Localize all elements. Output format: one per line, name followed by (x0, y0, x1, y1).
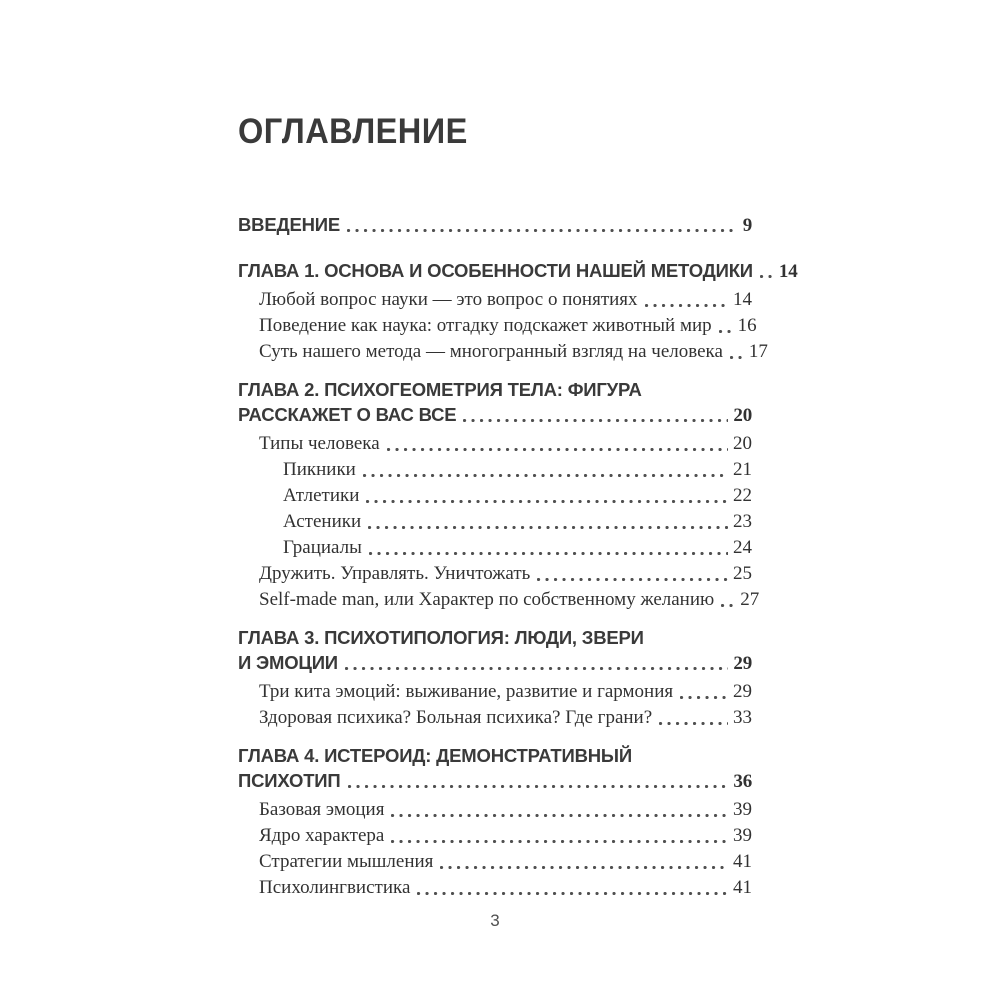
toc-list (238, 212, 798, 901)
toc-entry-line: ГЛАВА 2. ПСИХОГЕОМЕТРИЯ ТЕЛА: ФИГУРА (238, 379, 642, 400)
toc-entry-row (238, 768, 752, 794)
toc-entry-row (259, 823, 752, 849)
toc-entry (238, 849, 752, 875)
toc-entry-row (283, 535, 752, 561)
toc-entry-line: ГЛАВА 4. ИСТЕРОИД: ДЕМОНСТРАТИВНЫЙ (238, 745, 632, 766)
toc-entry-row (259, 875, 752, 901)
toc-entry-row (238, 212, 752, 238)
dot-leader (348, 768, 729, 794)
toc-entry-row (259, 705, 752, 731)
toc-entry-page-number: 41 (733, 877, 752, 898)
dot-leader (680, 679, 728, 705)
toc-entry-label: Здоровая психика? Больная психика? Где грани? (259, 707, 653, 728)
toc-chapter-entry (238, 743, 752, 794)
dot-leader (659, 705, 728, 731)
toc-entry (238, 587, 760, 613)
footer-page-number: 3 (490, 911, 500, 930)
toc-entry-row (259, 561, 752, 587)
toc-chapter-entry (238, 377, 752, 428)
dot-leader (721, 587, 735, 613)
dot-leader (719, 313, 733, 339)
dot-leader (366, 483, 728, 509)
toc-entry-label: ГЛАВА 1. ОСНОВА И ОСОБЕННОСТИ НАШЕЙ МЕТОДИКИ (238, 260, 753, 281)
toc-entry-label: Дружить. Управлять. Уничтожать (259, 563, 531, 584)
dot-leader (391, 823, 728, 849)
toc-entry-page-number: 17 (748, 341, 768, 362)
toc-entry-page-number: 25 (733, 563, 752, 584)
toc-entry-row (283, 483, 752, 509)
toc-entry-page-number: 9 (742, 215, 752, 236)
toc-entry-label: Суть нашего метода — многогранный взгляд на человека (259, 341, 723, 362)
toc-entry (238, 339, 768, 365)
page-title: ОГЛАВЛЕНИЕ (238, 112, 468, 151)
toc-chapter-entry (238, 625, 752, 676)
toc-entry-page-number: 39 (733, 799, 752, 820)
toc-entry-page-number: 27 (740, 589, 760, 610)
toc-entry (238, 313, 757, 339)
toc-entry-label: РАССКАЖЕТ О ВАС ВСЕ (238, 404, 457, 425)
dot-leader (369, 535, 728, 561)
toc-entry-page-number: 29 (733, 681, 752, 702)
toc-entry (238, 679, 752, 705)
toc-entry-row (259, 587, 760, 613)
toc-entry-page-number: 33 (733, 707, 752, 728)
dot-leader (645, 287, 728, 313)
toc-entry (238, 457, 752, 483)
toc-entry-row (238, 402, 752, 428)
toc-entry-page-number: 39 (733, 825, 752, 846)
toc-entry-page-number: 23 (733, 511, 752, 532)
toc-entry-label: Стратегии мышления (259, 851, 434, 872)
toc-entry-row (259, 287, 752, 313)
dot-leader (391, 797, 728, 823)
toc-entry-label: Психолингвистика (259, 877, 411, 898)
dot-leader (417, 875, 728, 901)
dot-leader (537, 561, 728, 587)
toc-entry-label: Поведение как наука: отгадку подскажет животный мир (259, 315, 712, 336)
toc-entry-label: Астеники (283, 511, 362, 532)
toc-entry-label: Атлетики (283, 485, 360, 506)
toc-entry-page-number: 41 (733, 851, 752, 872)
toc-chapter-entry (238, 212, 752, 238)
dot-leader (440, 849, 728, 875)
toc-entry-label: Три кита эмоций: выживание, развитие и гармония (259, 681, 674, 702)
dot-leader (363, 457, 728, 483)
toc-entry-page-number: 14 (778, 261, 798, 282)
toc-entry (238, 483, 752, 509)
toc-entry-row (238, 258, 798, 284)
toc-entry-label: Базовая эмоция (259, 799, 385, 820)
toc-entry-row (259, 797, 752, 823)
toc-entry (238, 535, 752, 561)
toc-entry (238, 431, 752, 457)
toc-entry-label: Пикники (283, 459, 356, 480)
dot-leader (463, 402, 728, 428)
toc-entry-row (259, 431, 752, 457)
toc-entry-page-number: 16 (737, 315, 757, 336)
toc-entry-page-number: 36 (733, 771, 752, 792)
toc-entry-label: ВВЕДЕНИЕ (238, 214, 340, 235)
toc-entry (238, 287, 752, 313)
toc-entry-label: ПСИХОТИП (238, 770, 341, 791)
dot-leader (730, 339, 744, 365)
toc-entry-row (259, 849, 752, 875)
toc-entry-label: Ядро характера (259, 825, 385, 846)
toc-entry-row (238, 650, 752, 676)
toc-entry-line: ГЛАВА 3. ПСИХОТИПОЛОГИЯ: ЛЮДИ, ЗВЕРИ (238, 627, 644, 648)
dot-leader (345, 650, 728, 676)
toc-entry-page-number: 20 (733, 405, 752, 426)
toc-chapter-entry (238, 258, 798, 284)
toc-entry-row (259, 313, 757, 339)
toc-entry-row (259, 339, 768, 365)
toc-entry (238, 797, 752, 823)
toc-entry-row (283, 509, 752, 535)
toc-entry (238, 875, 752, 901)
toc-entry-page-number: 20 (733, 433, 752, 454)
toc-entry-page-number: 21 (733, 459, 752, 480)
toc-entry-label: Любой вопрос науки — это вопрос о понятиях (259, 289, 638, 310)
toc-entry-row (259, 679, 752, 705)
toc-entry-label: Грациалы (283, 537, 362, 558)
toc-entry-label: Типы человека (259, 433, 380, 454)
toc-entry-page-number: 29 (733, 653, 752, 674)
toc-entry-label: Self-made man, или Характер по собственному желанию (259, 589, 715, 610)
toc-entry (238, 561, 752, 587)
toc-entry (238, 509, 752, 535)
toc-entry-page-number: 14 (733, 289, 752, 310)
dot-leader (760, 258, 774, 284)
toc-entry-row (283, 457, 752, 483)
toc-entry (238, 705, 752, 731)
toc-entry (238, 823, 752, 849)
dot-leader (387, 431, 728, 457)
toc-entry-page-number: 24 (733, 537, 752, 558)
toc-entry-page-number: 22 (733, 485, 752, 506)
toc-content (238, 112, 798, 901)
toc-entry-label: И ЭМОЦИИ (238, 652, 338, 673)
dot-leader (347, 212, 738, 238)
dot-leader (368, 509, 728, 535)
